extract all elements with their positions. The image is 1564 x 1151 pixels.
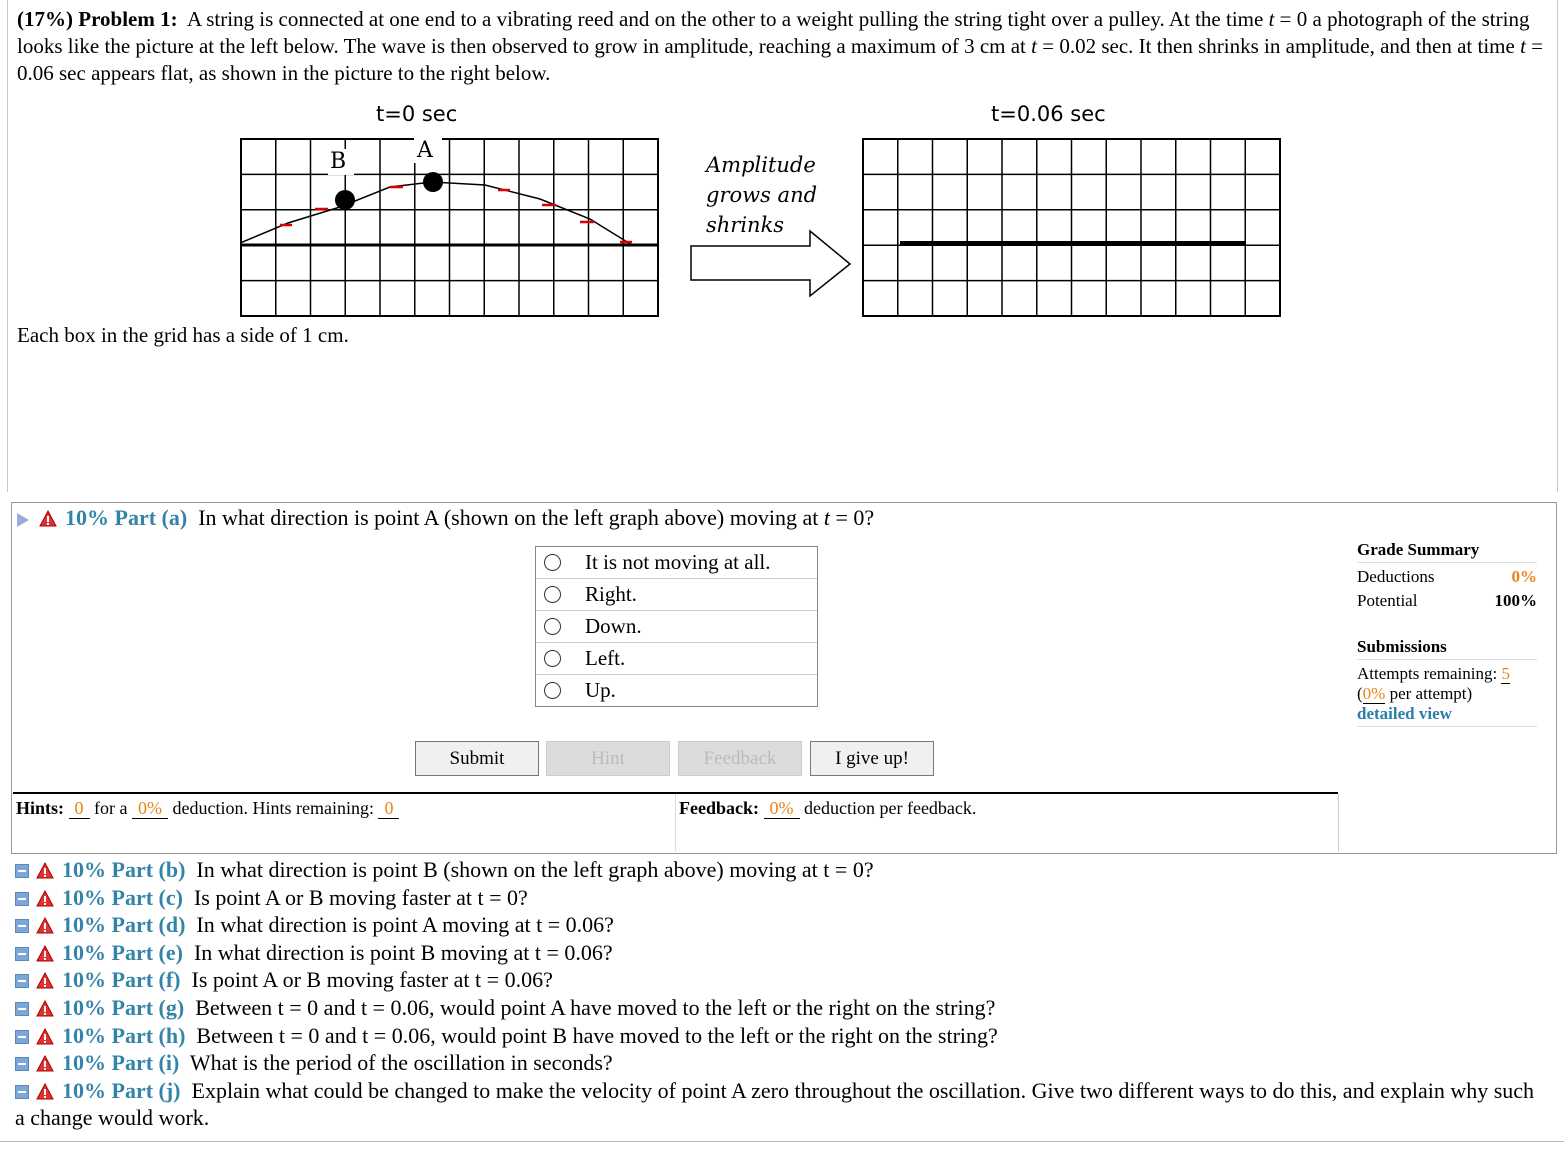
problem-text-b: = 0 a photograph of the string looks like the picture at the left below. The wave is then observed to grow in amplitude, reaching a maximum of 3 cm at [17, 7, 1530, 58]
feedback-info [679, 798, 976, 819]
part-weight: 10% [62, 1077, 106, 1103]
detailed-view-link[interactable]: detailed view [1357, 704, 1537, 727]
hints-info [16, 798, 399, 819]
warning-icon [36, 1028, 54, 1045]
part-item[interactable] [15, 1022, 1535, 1050]
part-a-header [17, 505, 874, 531]
part-a-label: Part (a) [114, 505, 188, 530]
part-label[interactable]: Part (b) [111, 857, 186, 882]
part-toggle-icon[interactable] [15, 947, 29, 961]
choice-label: It is not moving at all. [585, 550, 771, 574]
part-toggle-icon[interactable] [15, 1002, 29, 1016]
warning-icon [36, 890, 54, 907]
amplitude-line-2: grows and [706, 183, 818, 207]
part-item[interactable] [15, 856, 1535, 884]
divider [675, 794, 676, 852]
part-item[interactable] [15, 1049, 1535, 1077]
part-item[interactable] [15, 994, 1535, 1022]
right-arrow-icon [688, 228, 854, 300]
warning-icon [36, 1083, 54, 1100]
attempts-value: 5 [1501, 664, 1510, 683]
part-toggle-icon[interactable] [15, 1057, 29, 1071]
radio-button[interactable] [544, 586, 561, 603]
choice-right[interactable] [536, 579, 817, 611]
per-attempt-value: 0% [1362, 684, 1386, 703]
point-b-dot [335, 190, 355, 210]
warning-icon [36, 972, 54, 989]
deductions-label: Deductions [1357, 567, 1435, 586]
problem-text-a: A string is connected at one end to a vibrating reed and on the other to a weight pulling the string tight over a pulley. At the time [186, 7, 1269, 31]
paren: ( [1357, 684, 1363, 703]
point-a-label: A [417, 138, 433, 163]
hints-for-a: for a [94, 798, 128, 818]
hints-label: Hints: [16, 798, 65, 818]
grade-summary-title: Grade Summary [1357, 540, 1537, 563]
choice-label: Down. [585, 614, 642, 638]
choice-down[interactable] [536, 611, 817, 643]
hints-count: 0 [69, 798, 90, 819]
part-label[interactable]: Part (j) [111, 1077, 181, 1103]
part-question: Is point A or B moving faster at t = 0.06? [191, 967, 553, 993]
part-weight: 10% [62, 1050, 106, 1076]
part-question: What is the period of the oscillation in seconds? [189, 1050, 613, 1076]
part-weight: 10% [62, 884, 106, 910]
potential-value: 100% [1494, 591, 1537, 610]
part-question: In what direction is point B (shown on the left graph above) moving at t = 0? [196, 857, 874, 882]
part-label[interactable]: Part (e) [111, 939, 183, 965]
part-item[interactable] [15, 884, 1535, 912]
part-item[interactable] [15, 1077, 1535, 1132]
part-label[interactable]: Part (d) [111, 912, 186, 938]
divider [1338, 794, 1339, 852]
amplitude-line-1: Amplitude [706, 153, 816, 177]
part-toggle-icon[interactable] [15, 974, 29, 988]
part-label[interactable]: Part (c) [111, 884, 183, 910]
warning-icon [36, 862, 54, 879]
part-label[interactable]: Part (i) [111, 1050, 180, 1076]
amplitude-line-3: shrinks [706, 213, 785, 237]
part-toggle-icon[interactable] [15, 919, 29, 933]
part-label[interactable]: Part (f) [111, 967, 181, 993]
hints-deduction: 0% [132, 798, 168, 819]
part-item[interactable] [15, 966, 1535, 994]
radio-button[interactable] [544, 682, 561, 699]
part-weight: 10% [62, 939, 106, 965]
time-var: t [1031, 34, 1037, 58]
feedback-text: deduction per feedback. [804, 798, 977, 818]
part-question: Between t = 0 and t = 0.06, would point B have moved to the left or the right on the string? [196, 1022, 998, 1048]
submissions-title: Submissions [1357, 637, 1537, 660]
part-item[interactable] [15, 939, 1535, 967]
left-figure-title: t=0 sec [376, 102, 458, 126]
part-question: Between t = 0 and t = 0.06, would point A have moved to the left or the right on the string? [195, 994, 996, 1020]
part-toggle-icon[interactable] [15, 1030, 29, 1044]
problem-label: Problem 1: [78, 7, 178, 31]
give-up-button[interactable]: I give up! [810, 741, 934, 776]
submit-button[interactable]: Submit [415, 741, 539, 776]
choice-left[interactable] [536, 643, 817, 675]
warning-icon [36, 1055, 54, 1072]
problem-text-c: = 0.02 sec. It then shrinks in amplitude, and then at time [1036, 34, 1521, 58]
choice-not-moving[interactable] [536, 547, 817, 579]
per-attempt-text: per attempt) [1385, 684, 1473, 703]
warning-icon [39, 510, 57, 527]
right-figure-title: t=0.06 sec [991, 102, 1106, 126]
part-question: Is point A or B moving faster at t = 0? [193, 884, 528, 910]
part-weight: 10% [62, 967, 106, 993]
part-a-weight: 10% [65, 505, 109, 530]
problem-statement [17, 6, 1547, 87]
divider [0, 1141, 1564, 1142]
part-label[interactable]: Part (g) [111, 994, 185, 1020]
potential-label: Potential [1357, 591, 1418, 610]
part-weight: 10% [62, 857, 106, 882]
amplitude-caption [706, 150, 817, 240]
part-item[interactable] [15, 911, 1535, 939]
radio-button[interactable] [544, 618, 561, 635]
point-b-label: B [330, 149, 347, 174]
warning-icon [36, 945, 54, 962]
left-wave-figure [240, 135, 660, 319]
choice-label: Right. [585, 582, 637, 606]
part-weight: 10% [62, 994, 106, 1020]
radio-button[interactable] [544, 554, 561, 571]
choice-label: Up. [585, 678, 616, 702]
answer-choices [535, 546, 818, 707]
part-weight: 10% [62, 1022, 106, 1048]
part-question: Explain what could be changed to make the velocity of point A zero throughout the oscillation. Give two different ways to do this, and explain why such a change would work. [15, 1077, 1535, 1131]
part-a-question-b: = 0? [829, 505, 875, 530]
problem-text-d: = 0.06 sec appears flat, as shown in the picture to the right below. [17, 34, 1544, 85]
radio-button[interactable] [544, 650, 561, 667]
part-a-question-a: In what direction is point A (shown on the left graph above) moving at [198, 505, 824, 530]
point-a-dot [423, 172, 443, 192]
hints-text: deduction. Hints remaining: [172, 798, 374, 818]
part-question: In what direction is point A moving at t = 0.06? [196, 912, 614, 938]
choice-label: Left. [585, 646, 626, 670]
part-toggle-icon[interactable] [15, 892, 29, 906]
attempts-label: Attempts remaining: [1357, 664, 1498, 683]
warning-icon [36, 917, 54, 934]
deductions-value: 0% [1511, 567, 1537, 586]
grade-summary [1357, 540, 1537, 727]
time-var: t [1520, 34, 1526, 58]
problem-weight: (17%) [17, 7, 73, 31]
right-flat-figure [862, 137, 1282, 319]
time-var: t [823, 505, 830, 530]
part-weight: 10% [62, 912, 106, 938]
feedback-deduction: 0% [764, 798, 800, 819]
warning-icon [36, 1000, 54, 1017]
expand-triangle-icon[interactable] [17, 513, 29, 527]
hints-remaining: 0 [378, 798, 399, 819]
part-toggle-icon[interactable] [15, 1085, 29, 1099]
feedback-button[interactable]: Feedback [678, 741, 802, 776]
choice-up[interactable] [536, 675, 817, 706]
hint-button[interactable]: Hint [546, 741, 670, 776]
remaining-parts-list [15, 856, 1535, 1132]
part-question: In what direction is point B moving at t = 0.06? [193, 939, 613, 965]
feedback-label: Feedback: [679, 798, 759, 818]
grid-note: Each box in the grid has a side of 1 cm. [17, 323, 349, 347]
part-label[interactable]: Part (h) [111, 1022, 186, 1048]
part-toggle-icon[interactable] [15, 864, 29, 878]
time-var: t [1268, 7, 1275, 31]
